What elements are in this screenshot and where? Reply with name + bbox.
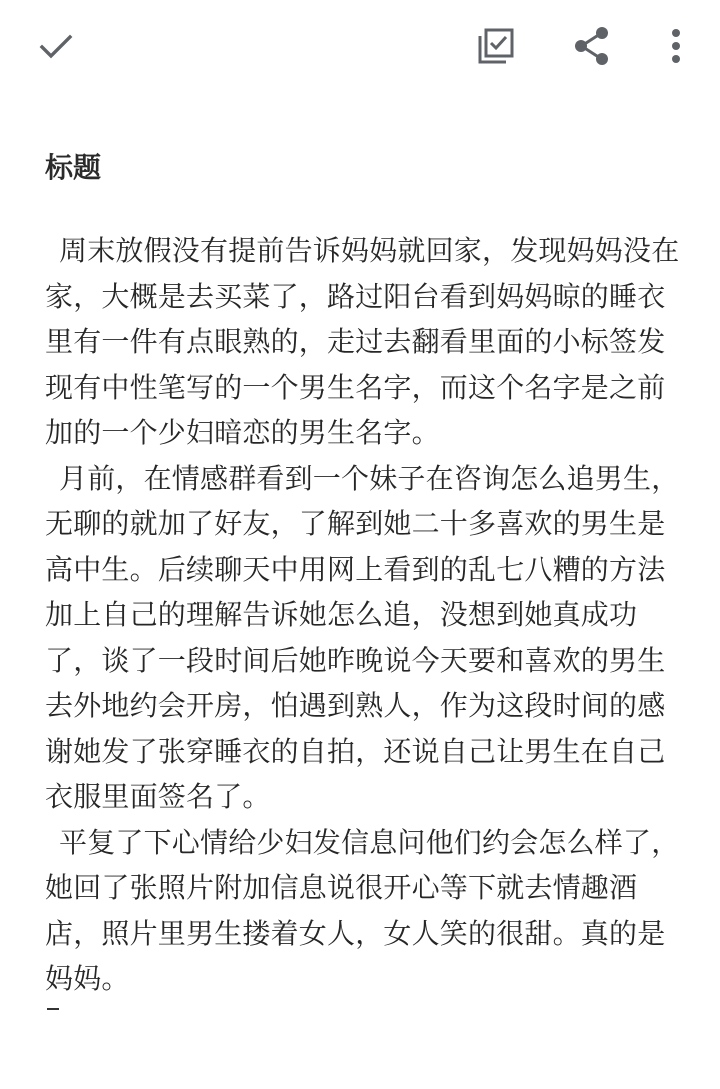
note-editor[interactable] <box>45 148 685 1010</box>
share-icon <box>570 24 614 68</box>
note-title[interactable]: 标题 <box>45 151 102 184</box>
checklist-icon <box>474 24 518 68</box>
note-paragraph: 月前，在情感群看到一个妹子在咨询怎么追男生，无聊的就加了好友，了解到她二十多喜欢的男生是高中生。后续聊天中用网上看到的乱七八糟的方法加上自己的理解告诉她怎么追，没想到她真成功了，谈了一段时间后她昨晚说今天要和喜欢的男生去外地约会开房，怕遇到熟人，作为这段时间的感谢她发了张穿睡衣的自拍，还说自己让男生在自己衣服里面签名了。 <box>45 461 680 813</box>
checklist-button[interactable] <box>466 16 526 76</box>
note-paragraph: 平复了下心情给少妇发信息问他们约会怎么样了，她回了张照片附加信息说很开心等下就去情趣酒店，照片里男生搂着女人，女人笑的很甜。真的是妈妈。 <box>45 825 680 995</box>
toolbar <box>0 0 720 92</box>
check-icon <box>36 26 76 66</box>
text-cursor <box>47 1008 59 1010</box>
share-button[interactable] <box>562 16 622 76</box>
more-options-button[interactable] <box>646 16 706 76</box>
note-paragraph: 周末放假没有提前告诉妈妈就回家，发现妈妈没在家，大概是去买菜了，路过阳台看到妈妈晾的睡衣里有一件有点眼熟的，走过去翻看里面的小标签发现有中性笔写的一个男生名字，而这个名字是之前加的一个少妇暗恋的男生名字。 <box>45 234 680 449</box>
done-button[interactable] <box>26 16 86 76</box>
note-body[interactable] <box>45 228 685 1010</box>
more-vertical-icon <box>666 24 686 68</box>
